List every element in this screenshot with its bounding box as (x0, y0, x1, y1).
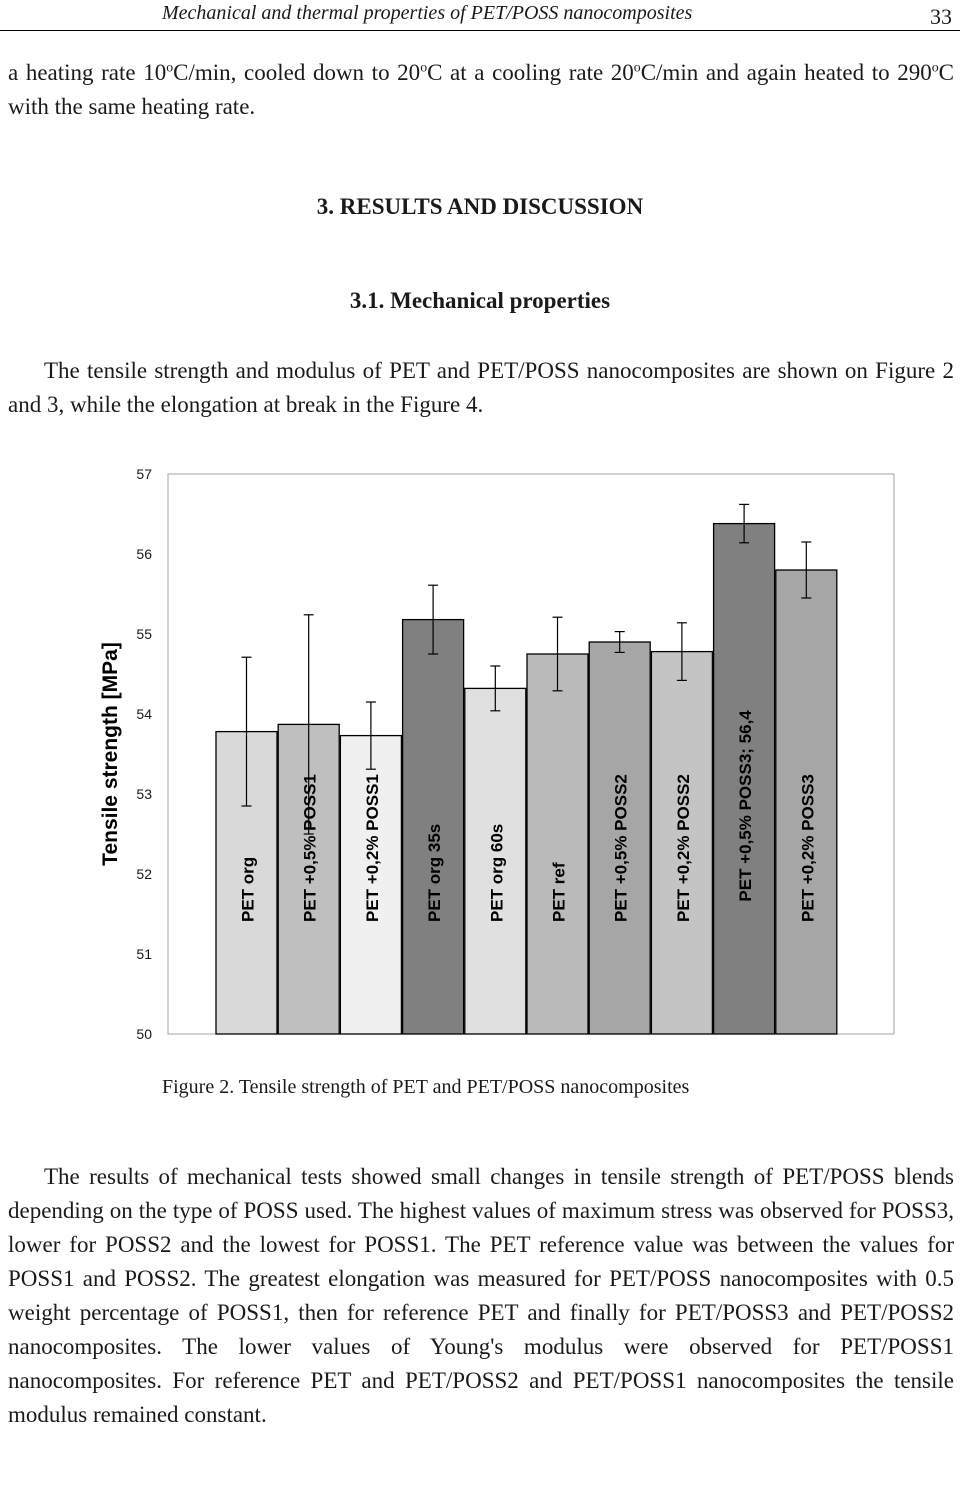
intro-paragraph (8, 56, 954, 124)
bar-category-label: PET org 35s (425, 823, 445, 922)
intro-text-3: C at a cooling rate 20 (427, 60, 634, 85)
paragraph-figures-intro: The tensile strength and modulus of PET and PET/POSS nanocomposites are shown on Figure 2 and 3, while the elongation at break in the Figure 4. (8, 358, 954, 417)
bar-category-label: PET +0,2% POSS3 (798, 774, 818, 922)
degree-mark-1: o (166, 59, 174, 75)
bar-category-label: PET ref (549, 862, 569, 922)
degree-mark-4: o (931, 59, 939, 75)
y-tick-label: 52 (136, 866, 152, 882)
bar-category-label: PET +0,5% POSS2 (611, 774, 631, 922)
y-axis-title: Tensile strength [MPa] (99, 642, 122, 866)
intro-text-1: a heating rate 10 (8, 60, 167, 85)
y-tick-label: 56 (136, 546, 152, 562)
bar-category-label: PET +0,5% POSS1 (300, 774, 320, 922)
degree-mark-3: o (633, 59, 641, 75)
bar-category-label: PET +0,2% POSS2 (673, 774, 693, 922)
y-tick-label: 50 (136, 1026, 152, 1042)
page-number: 33 (930, 4, 952, 29)
running-title: Mechanical and thermal properties of PET/POSS nanocomposites (162, 2, 693, 24)
bar-category-label: PET +0,2% POSS1 (362, 774, 382, 922)
y-tick-label: 51 (136, 946, 152, 962)
intro-text-5: C with the same heating rate. (8, 60, 954, 119)
bar (527, 654, 588, 1034)
y-tick-label: 54 (136, 706, 152, 722)
y-tick-label: 55 (136, 626, 152, 642)
running-header (0, 0, 960, 31)
bar-category-label: PET org 60s (487, 823, 507, 922)
intro-text-2: C/min, cooled down to 20 (173, 60, 421, 85)
figure-caption: Figure 2. Tensile strength of PET and PET/POSS nanocomposites (162, 1076, 690, 1098)
paragraph-results: The results of mechanical tests showed small changes in tensile strength of PET/POSS blends depending on the type of POSS used. The highest values of maximum stress was observed for POSS3, lower for POSS2 and the lowest for POSS1. The PET reference value was between the values for POSS1 and POSS2. The greatest elongation was measured for PET/POSS nanocomposites with 0.5 weight percentage of POSS1, then for reference PET and finally for PET/POSS3 and PET/POSS2 nanocomposites. The lower values of Young's modulus were observed for PET/POSS1 nanocomposites. For reference PET and PET/POSS2 and PET/POSS1 nanocomposites the tensile modulus remained constant. (8, 1164, 954, 1427)
y-tick-label: 57 (136, 466, 152, 482)
intro-text-4: C/min and again heated to 290 (640, 60, 932, 85)
y-tick-label: 53 (136, 786, 152, 802)
section-heading-results: 3. RESULTS AND DISCUSSION (316, 194, 644, 219)
section-heading-mechanical: 3.1. Mechanical properties (349, 288, 611, 313)
tensile-strength-chart (0, 440, 960, 1060)
bar-category-label: PET org (238, 856, 258, 922)
bar-category-label: PET +0,5% POSS3; 56,4 (736, 710, 756, 902)
degree-mark-2: o (420, 59, 428, 75)
